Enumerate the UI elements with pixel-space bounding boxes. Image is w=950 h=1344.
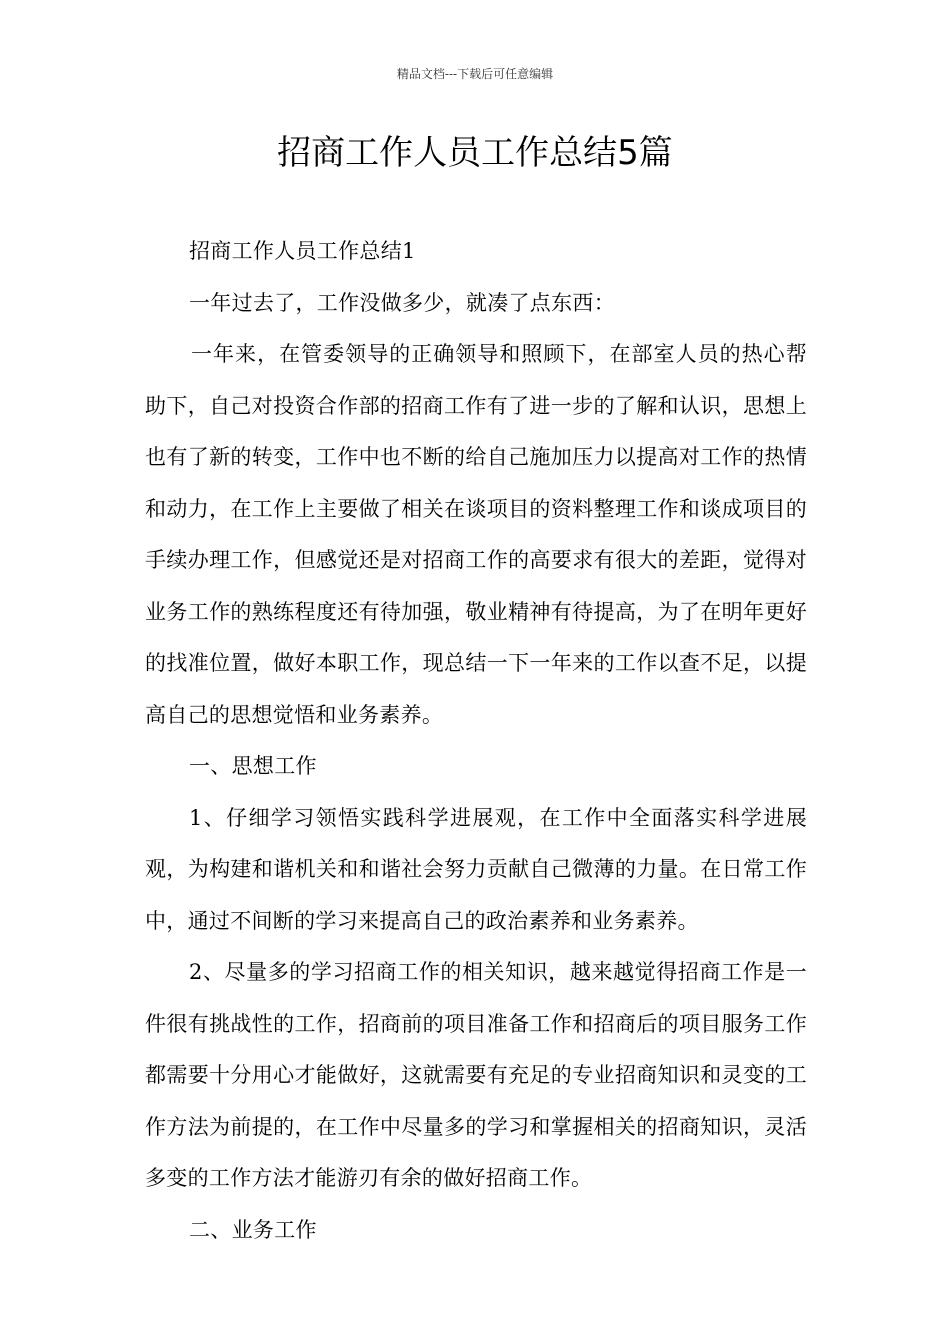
document-body	[145, 226, 807, 1256]
section-heading: 二、业务工作	[189, 1217, 317, 1242]
paragraph: 2、尽量多的学习招商工作的相关知识，越来越觉得招商工作是一件很有挑战性的工作，招商前的项目准备工作和招商后的项目服务工作都需要十分用心才能做好，这就需要有充足的专业招商知识和灵变的工作方法为前提的，在工作中尽量多的学习和掌握相关的招商知识，灵活多变的工作方法才能游刃有余的做好招商工作。	[145, 960, 807, 1190]
paragraph: 1、仔细学习领悟实践科学进展观，在工作中全面落实科学进展观，为构建和谐机关和和谐社会努力贡献自己微薄的力量。在日常工作中，通过不间断的学习来提高自己的政治素养和业务素养。	[145, 805, 807, 933]
section-heading: 招商工作人员工作总结1	[189, 239, 416, 263]
section-heading: 一、思想工作	[189, 754, 317, 778]
paragraph: 一年过去了，工作没做多少，就凑了点东西：	[189, 290, 615, 315]
paragraph: 一年来，在管委领导的正确领导和照顾下，在部室人员的热心帮助下，自己对投资合作部的招商工作有了进一步的了解和认识，思想上也有了新的转变，工作中也不断的给自己施加压力以提高对工作的热情和动力，在工作上主要做了相关在谈项目的资料整理工作和谈成项目的手续办理工作，但感觉还是对招商工作的高要求有很大的差距，觉得对业务工作的熟练程度还有待加强，敬业精神有待提高，为了在明年更好的找准位置，做好本职工作，现总结一下一年来的工作以查不足，以提高自己的思想觉悟和业务素养。	[145, 342, 807, 727]
header-note: 精品文档---下载后可任意编辑	[396, 67, 554, 81]
document-title: 招商工作人员工作总结5篇	[277, 133, 673, 173]
